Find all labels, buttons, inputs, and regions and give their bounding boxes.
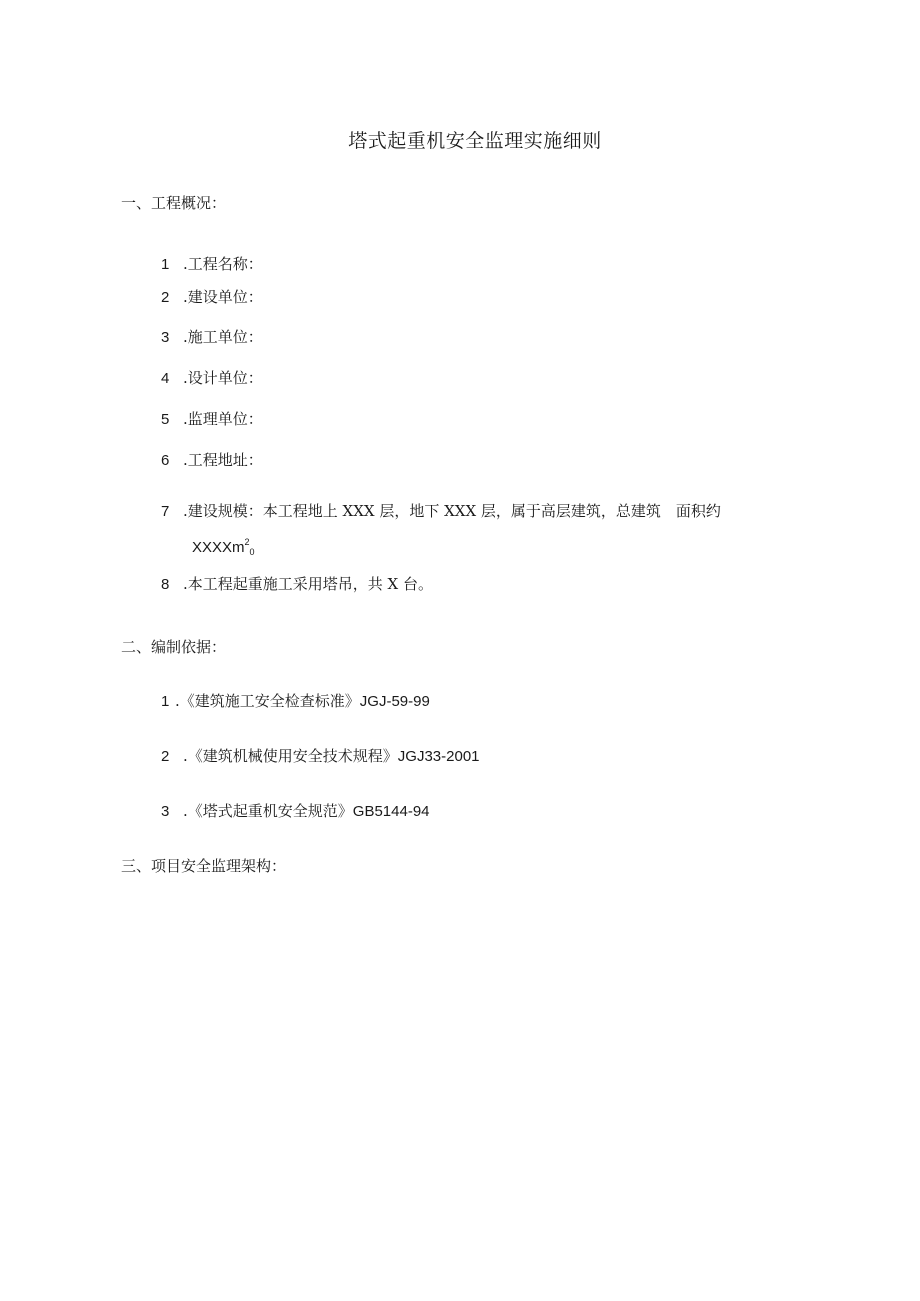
item-number: 3 [161, 803, 170, 820]
item-text: .工程名称： [183, 255, 263, 273]
item-number: 3 [161, 329, 170, 346]
item-number: 8 [161, 576, 170, 593]
item-number: 2 [161, 748, 170, 765]
item-number: 5 [161, 411, 170, 428]
item-text: .施工单位： [183, 328, 263, 346]
item-text: .建设单位： [183, 288, 263, 306]
list-item [161, 326, 263, 347]
item-text: .监理单位： [183, 410, 263, 428]
list-item [161, 800, 430, 821]
document-title: 塔式起重机安全监理实施细则 [348, 130, 602, 152]
item-text: .《建筑施工安全检查标准》 [175, 692, 360, 710]
item-text: .建设规模：本工程地上 XXX 层，地下 XXX 层，属于高层建筑，总建筑 面积约 [183, 502, 721, 520]
list-item [161, 286, 263, 307]
standard-code: JGJ-59-99 [359, 693, 430, 710]
area-superscript: 2 [244, 537, 250, 547]
section-heading-overview: 一、工程概况： [121, 194, 227, 212]
item-number: 7 [161, 503, 170, 520]
section-heading-structure: 三、项目安全监理架构： [121, 857, 287, 875]
area-value: XXXXm [192, 539, 245, 556]
item-number: 1 [161, 693, 170, 710]
list-item [161, 573, 433, 594]
item-text: .《塔式起重机安全规范》 [183, 802, 353, 820]
list-item [161, 367, 263, 388]
item-number: 1 [161, 256, 170, 273]
item-number: 6 [161, 452, 170, 469]
list-item [161, 500, 721, 521]
item-text: .设计单位： [183, 369, 263, 387]
list-item [161, 253, 263, 274]
standard-code: GB5144-94 [352, 803, 430, 820]
item-number: 4 [161, 370, 170, 387]
item-continuation [192, 537, 255, 557]
item-text: .本工程起重施工采用塔吊，共 X 台。 [183, 575, 433, 593]
item-number: 2 [161, 289, 170, 306]
list-item [161, 690, 430, 711]
list-item [161, 408, 263, 429]
section-heading-basis: 二、编制依据： [121, 638, 227, 656]
list-item [161, 449, 263, 470]
area-subscript: 0 [249, 547, 255, 557]
list-item [161, 745, 480, 766]
standard-code: JGJ33-2001 [397, 748, 480, 765]
item-text: .工程地址： [183, 451, 263, 469]
item-text: .《建筑机械使用安全技术规程》 [183, 747, 398, 765]
